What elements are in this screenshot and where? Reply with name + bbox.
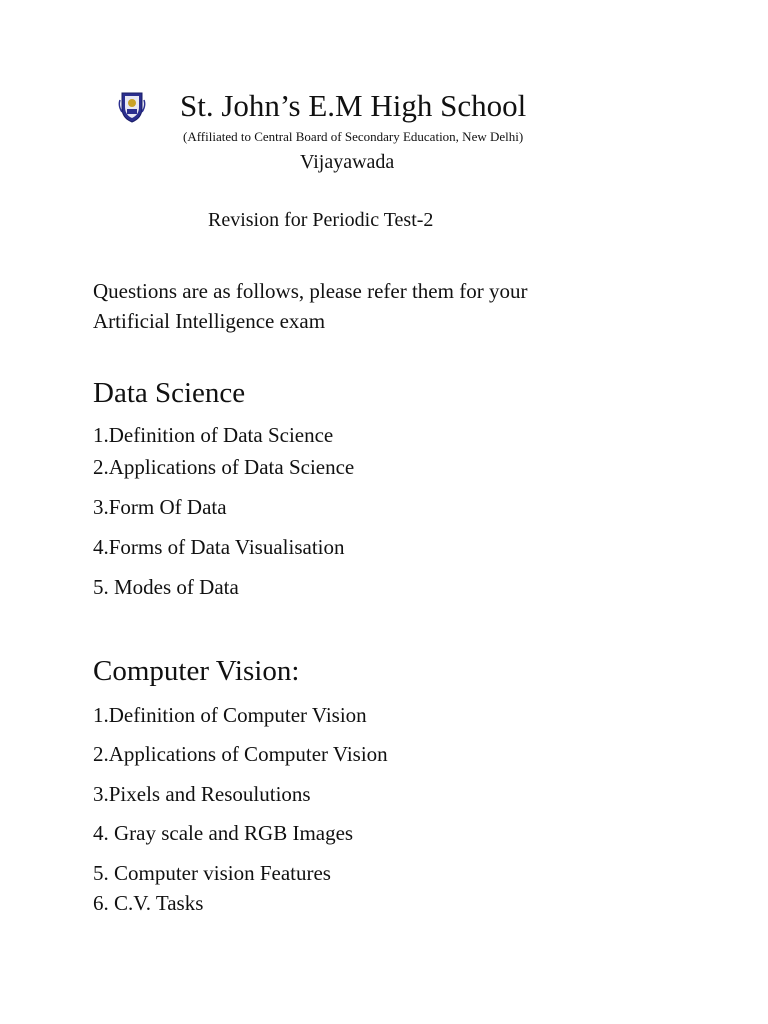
school-name: St. John’s E.M High School <box>180 88 527 123</box>
list-item: 3.Pixels and Resoulutions <box>93 782 311 806</box>
list-item: 5. Modes of Data <box>93 575 239 599</box>
section-heading-data-science: Data Science <box>93 377 246 409</box>
list-item: 4.Forms of Data Visualisation <box>93 535 345 559</box>
document-title: Revision for Periodic Test-2 <box>208 209 434 231</box>
affiliation-note: (Affiliated to Central Board of Secondary Education, New Delhi) <box>183 129 524 144</box>
section-heading-computer-vision: Computer Vision: <box>93 655 300 687</box>
list-item: 1.Definition of Data Science <box>93 423 334 447</box>
school-city: Vijayawada <box>300 151 395 173</box>
list-item: 5. Computer vision Features <box>93 861 331 885</box>
school-crest-icon <box>118 90 146 124</box>
intro-text-line-1: Questions are as follows, please refer them for your <box>93 279 528 303</box>
list-item: 4. Gray scale and RGB Images <box>93 821 354 845</box>
list-item: 2.Applications of Data Science <box>93 455 355 479</box>
list-item: 6. C.V. Tasks <box>93 891 204 915</box>
intro-text-line-2: Artificial Intelligence exam <box>93 309 326 333</box>
list-item: 1.Definition of Computer Vision <box>93 703 367 727</box>
list-item: 2.Applications of Computer Vision <box>93 742 388 766</box>
list-item: 3.Form Of Data <box>93 495 227 519</box>
